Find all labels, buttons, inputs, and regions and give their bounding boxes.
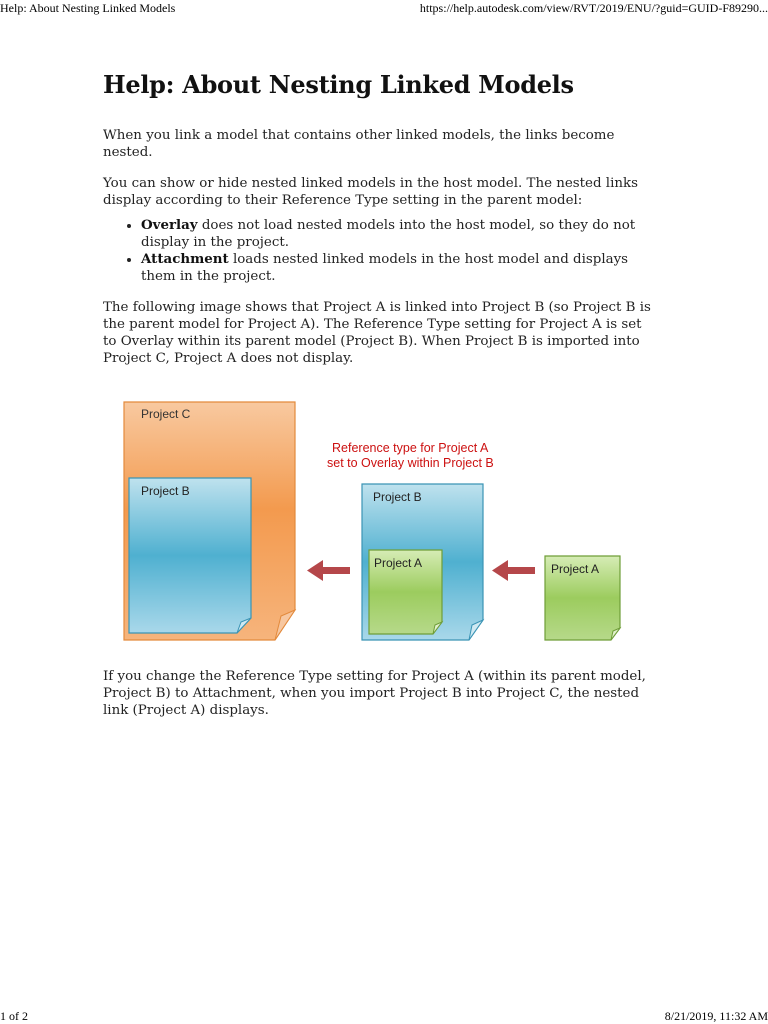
arrow-a-to-b — [492, 560, 535, 581]
print-header — [0, 0, 768, 16]
print-header-title: Help: About Nesting Linked Models — [0, 1, 176, 15]
attachment-change-paragraph: If you change the Reference Type setting for Project A (within its parent model, Project B) to Attachment, when you import Project B into Project C, the nested link (Project A) displays. — [103, 669, 646, 718]
nested-links-paragraph: You can show or hide nested linked models in the host model. The nested links display according to their Reference Type setting in the parent model: — [103, 176, 638, 208]
list-item-attachment — [141, 251, 658, 285]
print-header-url: https://help.autodesk.com/view/RVT/2019/ENU/?guid=GUID-F89290... — [419, 1, 768, 15]
reference-type-list — [103, 217, 658, 285]
attachment-description: loads nested linked models in the host model and displays them in the project. — [141, 252, 629, 284]
project-b-in-c-label: Project B — [141, 484, 190, 498]
nesting-diagram — [115, 398, 625, 644]
article-body — [103, 64, 658, 381]
overlay-term: Overlay — [141, 217, 198, 233]
diagram-caption-line1: Reference type for Project A — [332, 441, 489, 455]
print-timestamp: 8/21/2019, 11:32 AM — [664, 1009, 768, 1023]
page-counter: 1 of 2 — [0, 1009, 28, 1023]
project-b-in-c-box — [129, 478, 251, 633]
project-a-in-b-label: Project A — [374, 556, 423, 570]
image-description-paragraph: The following image shows that Project A is linked into Project B (so Project B is the parent model for Project A). The Reference Type setting for Project A is set to Overlay within its parent model (Project B). When Project B is imported into Project C, Project A does not display. — [103, 300, 651, 366]
project-a-label: Project A — [551, 562, 600, 576]
intro-paragraph: When you link a model that contains other linked models, the links become nested. — [103, 128, 615, 160]
attachment-term: Attachment — [141, 251, 229, 267]
article-followup — [103, 668, 658, 733]
arrow-b-to-c — [307, 560, 350, 581]
project-c-label: Project C — [141, 407, 191, 421]
page-title: Help: About Nesting Linked Models — [103, 70, 574, 99]
print-footer — [0, 1008, 768, 1024]
project-a-box — [545, 556, 620, 640]
project-b-label: Project B — [373, 490, 422, 504]
project-a-in-b-box — [369, 550, 442, 634]
overlay-description: does not load nested models into the host model, so they do not display in the project. — [141, 218, 636, 250]
list-item-overlay — [141, 217, 658, 251]
diagram-caption-line2: set to Overlay within Project B — [327, 456, 494, 470]
